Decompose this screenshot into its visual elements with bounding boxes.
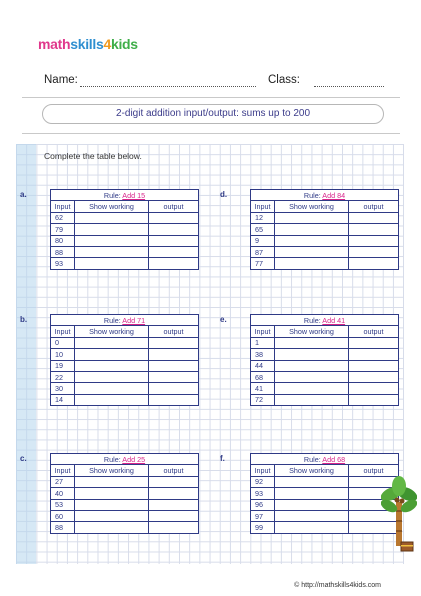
table-row [251,499,399,510]
output-cell[interactable] [149,371,199,382]
table-row [251,212,399,223]
input-value: 68 [251,371,275,382]
column-header-working: Show working [275,201,349,212]
rule-value: Add 15 [122,190,146,200]
input-value: 30 [51,383,75,394]
table-row [51,224,199,235]
column-header-input: Input [51,326,75,337]
table-row [51,337,199,348]
table-row [51,510,199,521]
working-cell[interactable] [275,258,349,269]
rule-label: Rule: [303,454,321,464]
table-row [51,235,199,246]
class-label: Class: [268,74,300,86]
output-cell[interactable] [149,337,199,348]
divider [22,133,400,134]
input-value: 14 [51,394,75,405]
working-cell[interactable] [275,349,349,360]
column-header-output: output [149,201,199,212]
working-cell[interactable] [75,360,149,371]
rule-cell [251,454,399,465]
input-value: 72 [251,394,275,405]
output-cell[interactable] [149,488,199,499]
table-row [251,510,399,521]
column-header-output: output [349,201,399,212]
column-header-output: output [149,326,199,337]
rule-value: Add 68 [322,454,346,464]
table-row [251,371,399,382]
panel-letter: b. [20,315,28,324]
input-value: 12 [251,212,275,223]
input-value: 93 [251,488,275,499]
panel-letter: f. [220,454,225,463]
working-cell[interactable] [275,235,349,246]
output-cell[interactable] [149,510,199,521]
column-header-output: output [349,465,399,476]
output-cell[interactable] [349,246,399,257]
table-row [251,337,399,348]
working-cell[interactable] [75,235,149,246]
rule-label: Rule: [103,315,121,325]
output-cell[interactable] [149,224,199,235]
working-cell[interactable] [275,212,349,223]
working-cell[interactable] [75,349,149,360]
table-row [251,394,399,405]
working-cell[interactable] [75,499,149,510]
table-row [51,258,199,269]
input-value: 44 [251,360,275,371]
rule-label: Rule: [303,190,321,200]
input-value: 60 [51,510,75,521]
input-value: 99 [251,522,275,533]
name-field[interactable] [80,86,256,87]
table-row [251,522,399,533]
table-row [51,499,199,510]
input-value: 97 [251,510,275,521]
name-label: Name: [44,74,78,86]
copyright-text: © http://mathskills4kids.com [294,582,381,589]
working-cell[interactable] [75,371,149,382]
input-value: 22 [51,371,75,382]
output-cell[interactable] [149,394,199,405]
table-row [51,394,199,405]
input-value: 41 [251,383,275,394]
output-cell[interactable] [349,224,399,235]
output-cell[interactable] [349,383,399,394]
input-output-table [250,189,399,270]
output-cell[interactable] [149,522,199,533]
table-row [51,246,199,257]
rule-cell [51,190,199,201]
working-cell[interactable] [75,510,149,521]
input-value: 1 [251,337,275,348]
rule-cell [251,315,399,326]
input-value: 77 [251,258,275,269]
input-value: 80 [51,235,75,246]
output-cell[interactable] [149,258,199,269]
logo-part-4: kids [110,36,138,52]
name-class-line [44,74,384,92]
column-header-input: Input [251,465,275,476]
rule-value: Add 41 [322,315,346,325]
working-cell[interactable] [75,522,149,533]
table-row [51,349,199,360]
input-value: 62 [51,212,75,223]
working-cell[interactable] [275,383,349,394]
input-value: 38 [251,349,275,360]
table-row [251,258,399,269]
table-row [51,522,199,533]
table-row [251,360,399,371]
column-header-input: Input [251,326,275,337]
output-cell[interactable] [349,371,399,382]
input-value: 88 [51,522,75,533]
working-cell[interactable] [75,224,149,235]
working-cell[interactable] [75,383,149,394]
input-value: 53 [51,499,75,510]
input-value: 93 [51,258,75,269]
divider [22,97,400,98]
table-row [251,349,399,360]
table-row [51,371,199,382]
column-header-working: Show working [75,201,149,212]
column-header-working: Show working [275,465,349,476]
output-cell[interactable] [149,246,199,257]
output-cell[interactable] [149,383,199,394]
input-value: 79 [51,224,75,235]
logo-part-3: 4 [103,36,111,52]
input-value: 88 [51,246,75,257]
column-header-output: output [349,326,399,337]
column-header-working: Show working [75,465,149,476]
working-cell[interactable] [75,337,149,348]
input-value: 92 [251,476,275,487]
panel-letter: d. [220,190,228,199]
output-cell[interactable] [149,235,199,246]
worksheet-title: 2-digit addition input/output: sums up to 200 [42,104,384,124]
rule-label: Rule: [103,454,121,464]
input-output-table [50,314,199,406]
output-cell[interactable] [349,349,399,360]
rule-label: Rule: [303,315,321,325]
working-cell[interactable] [275,337,349,348]
table-row [251,224,399,235]
rule-cell [51,315,199,326]
table-row [51,476,199,487]
working-cell[interactable] [275,394,349,405]
working-cell[interactable] [275,488,349,499]
column-header-input: Input [51,465,75,476]
input-value: 19 [51,360,75,371]
input-value: 0 [51,337,75,348]
working-cell[interactable] [275,224,349,235]
output-cell[interactable] [149,499,199,510]
output-cell[interactable] [349,337,399,348]
column-header-input: Input [251,201,275,212]
table-row [51,212,199,223]
palm-tree-icon [381,472,417,554]
rule-cell [51,454,199,465]
working-cell[interactable] [75,488,149,499]
left-margin-band [16,144,36,564]
panel-letter: c. [20,454,27,463]
column-header-output: output [149,465,199,476]
input-value: 10 [51,349,75,360]
column-header-working: Show working [75,326,149,337]
site-logo [38,36,138,52]
column-header-input: Input [51,201,75,212]
table-row [51,488,199,499]
working-cell[interactable] [75,246,149,257]
output-cell[interactable] [349,235,399,246]
output-cell[interactable] [349,212,399,223]
panel-letter: e. [220,315,227,324]
output-cell[interactable] [349,394,399,405]
input-value: 27 [51,476,75,487]
working-cell[interactable] [75,212,149,223]
working-cell[interactable] [75,394,149,405]
table-row [51,360,199,371]
table-row [51,383,199,394]
instruction-text: Complete the table below. [44,151,142,161]
input-value: 87 [251,246,275,257]
working-cell[interactable] [275,246,349,257]
input-value: 40 [51,488,75,499]
table-row [251,488,399,499]
table-row [251,476,399,487]
input-output-table [50,189,199,270]
logo-part-1: math [38,36,71,52]
output-cell[interactable] [349,258,399,269]
rule-label: Rule: [103,190,121,200]
input-output-table [250,314,399,406]
logo-part-2: skills [70,36,104,52]
rule-value: Add 71 [122,315,146,325]
output-cell[interactable] [149,212,199,223]
table-row [251,246,399,257]
input-output-table [250,453,399,534]
output-cell[interactable] [149,476,199,487]
table-row [251,383,399,394]
table-row [251,235,399,246]
working-cell[interactable] [275,510,349,521]
working-cell[interactable] [75,476,149,487]
class-field[interactable] [314,86,384,87]
input-value: 96 [251,499,275,510]
rule-value: Add 25 [122,454,146,464]
rule-value: Add 84 [322,190,346,200]
input-output-table [50,453,199,534]
input-value: 65 [251,224,275,235]
working-cell[interactable] [275,360,349,371]
working-cell[interactable] [275,476,349,487]
working-cell[interactable] [275,499,349,510]
working-cell[interactable] [275,522,349,533]
working-cell[interactable] [275,371,349,382]
column-header-working: Show working [275,326,349,337]
rule-cell [251,190,399,201]
output-cell[interactable] [149,349,199,360]
panel-letter: a. [20,190,27,199]
output-cell[interactable] [149,360,199,371]
working-cell[interactable] [75,258,149,269]
input-value: 9 [251,235,275,246]
output-cell[interactable] [349,360,399,371]
